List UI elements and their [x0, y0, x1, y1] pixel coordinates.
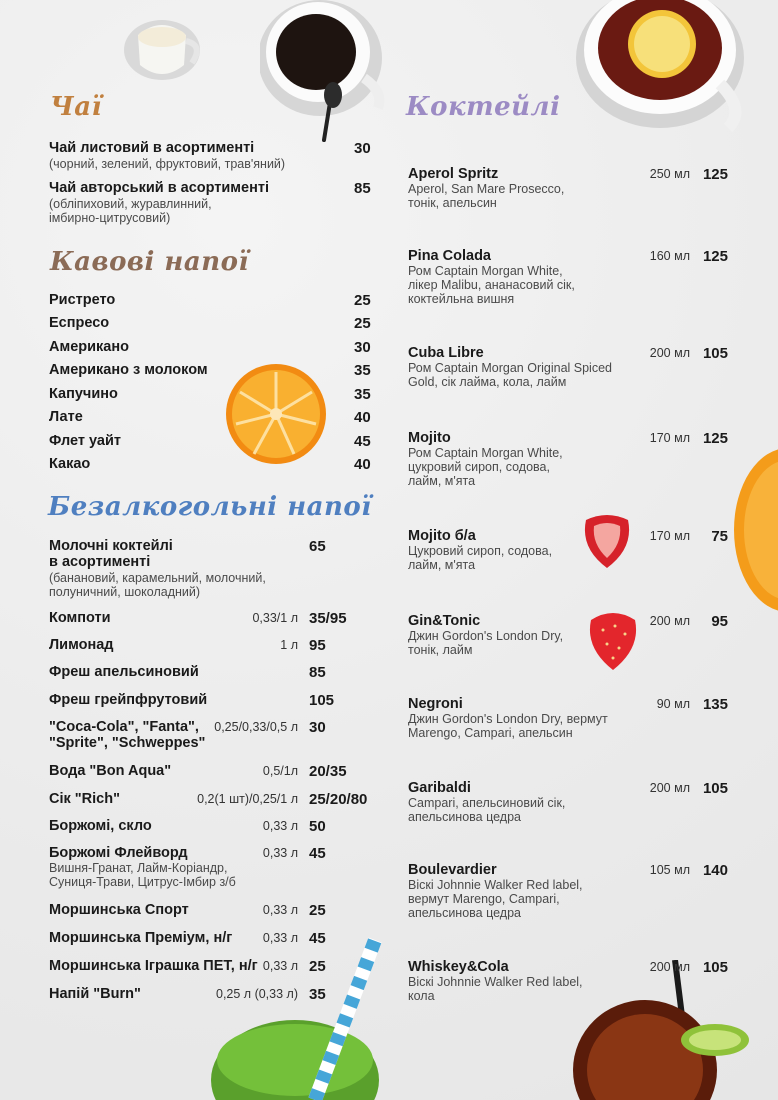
cocktail-item-desc: Aperol, San Mare Prosecco, — [408, 182, 565, 196]
cocktail-item-desc: лікер Malibu, ананасовий сік, — [408, 278, 575, 292]
soft-item-name: в асортименті — [49, 554, 151, 570]
soft-item-volume: 0,33 л — [262, 959, 298, 973]
soft-item-name: Молочні коктейлі — [49, 538, 173, 554]
soft-item-name: Моршинська Преміум, н/г — [49, 930, 233, 946]
orange-slice-image — [224, 362, 328, 466]
cocktail-item-volume: 170 мл — [649, 529, 690, 543]
soft-item-name: "Sprite", "Schweppes" — [49, 735, 206, 751]
cocktail-item-desc: лайм, м'ята — [408, 474, 476, 488]
cocktail-item-desc: Campari, апельсиновий сік, — [408, 796, 566, 810]
cocktail-item-name: Aperol Spritz — [408, 166, 499, 182]
coffee-item-price: 25 — [354, 292, 371, 309]
soft-item-name: Моршинська Спорт — [49, 902, 189, 918]
cocktail-item-price: 105 — [702, 780, 728, 797]
cocktail-item-volume: 250 мл — [649, 167, 690, 181]
cocktail-item-price: 75 — [711, 528, 728, 545]
coffee-item-name: Флет уайт — [49, 433, 121, 449]
cocktail-item-desc: апельсинова цедра — [408, 810, 521, 824]
soft-item-price: 85 — [309, 664, 326, 681]
cocktail-item-volume: 200 мл — [649, 346, 690, 360]
coffee-item-name: Еспресо — [49, 315, 110, 331]
cocktail-item-price: 135 — [702, 696, 728, 713]
coffee-item-name: Ристрето — [49, 292, 116, 308]
soft-item-volume: 0,25/0,33/0,5 л — [214, 720, 298, 734]
cocktail-item-desc: апельсинова цедра — [408, 906, 521, 920]
teas-title: Чаї — [50, 92, 102, 122]
soft-item-name: "Coca-Cola", "Fanta", — [49, 719, 199, 735]
coffee-item-price: 40 — [354, 456, 371, 473]
soft-item-volume: 0,33 л — [262, 931, 298, 945]
cocktail-item-desc: Marengo, Campari, апельсин — [408, 726, 573, 740]
soft-item-desc: Суниця-Трави, Цитрус-Імбир з/б — [49, 875, 236, 889]
soft-item-desc: полуничний, шоколадний) — [49, 585, 201, 599]
cocktail-item-name: Cuba Libre — [408, 345, 484, 361]
tea-item-price: 30 — [354, 140, 371, 157]
soft-item-name: Боржомі Флейворд — [49, 845, 188, 861]
coffee-item-price: 35 — [354, 362, 371, 379]
cola-glass-image — [565, 960, 778, 1100]
cocktail-item-volume: 200 мл — [649, 781, 690, 795]
soft-item-desc: Вишня-Гранат, Лайм-Коріандр, — [49, 861, 228, 875]
soft-item-name: Напій "Burn" — [49, 986, 141, 1002]
coffee-item-name: Американо з молоком — [49, 362, 208, 378]
cocktail-item-desc: лайм, м'ята — [408, 558, 476, 572]
cocktail-item-name: Negroni — [408, 696, 463, 712]
coffee-item-price: 40 — [354, 409, 371, 426]
tea-item-name: Чай авторський в асортименті — [49, 180, 269, 196]
soft-item-price: 95 — [309, 637, 326, 654]
tea-item-name: Чай листовий в асортименті — [49, 140, 255, 156]
cocktails-title: Коктейлі — [406, 92, 561, 122]
cocktail-item-desc: тонік, лайм — [408, 643, 473, 657]
cocktail-item-desc: Віскі Johnnie Walker Red label, — [408, 878, 583, 892]
soft-item-price: 105 — [309, 692, 335, 709]
soft-item-price: 25 — [309, 902, 326, 919]
tea-cup-image — [570, 0, 750, 140]
cocktail-item-volume: 170 мл — [649, 431, 690, 445]
soft-item-name: Компоти — [49, 610, 111, 626]
cocktail-item-desc: цукровий сироп, содова, — [408, 460, 550, 474]
cocktail-item-desc: тонік, апельсин — [408, 196, 497, 210]
cocktail-item-desc: Ром Captain Morgan White, — [408, 264, 563, 278]
soft-item-price: 25 — [309, 958, 326, 975]
soft-item-volume: 0,33 л — [262, 903, 298, 917]
soft-item-name: Сік "Rich" — [49, 791, 120, 807]
coffee-item-price: 30 — [354, 339, 371, 356]
cocktail-item-volume: 90 мл — [656, 697, 690, 711]
soft-item-name: Боржомі, скло — [49, 818, 152, 834]
soft-item-volume: 0,33/1 л — [252, 611, 298, 625]
cocktail-item-name: Pina Colada — [408, 248, 491, 264]
cocktail-item-name: Garibaldi — [408, 780, 471, 796]
coffee-item-price: 25 — [354, 315, 371, 332]
soft-item-price: 35 — [309, 986, 326, 1003]
cocktail-item-price: 95 — [711, 613, 728, 630]
soft-item-name: Лимонад — [49, 637, 114, 653]
cocktail-item-price: 140 — [702, 862, 728, 879]
cocktail-item-price: 125 — [702, 248, 728, 265]
coffee-item-name: Американо — [49, 339, 129, 355]
green-smoothie-image — [205, 930, 385, 1100]
cocktail-item-name: Mojito б/а — [408, 528, 476, 544]
cocktail-item-name: Gin&Tonic — [408, 613, 481, 629]
cocktail-item-desc: Віскі Johnnie Walker Red label, — [408, 975, 583, 989]
cocktail-item-name: Mojito — [408, 430, 451, 446]
soft-item-name: Фреш грейпфрутовий — [49, 692, 208, 708]
cocktail-item-desc: Джин Gordon's London Dry, вермут — [408, 712, 608, 726]
coffee-item-name: Лате — [49, 409, 83, 425]
coffee-item-name: Капучино — [49, 386, 118, 402]
cocktail-item-desc: Gold, сік лайма, кола, лайм — [408, 375, 567, 389]
cocktail-item-price: 125 — [702, 430, 728, 447]
cocktail-item-desc: Ром Captain Morgan White, — [408, 446, 563, 460]
soft-item-price: 25/20/80 — [309, 791, 368, 808]
cocktail-item-price: 125 — [702, 166, 728, 183]
coffee-item-price: 45 — [354, 433, 371, 450]
soft-item-price: 35/95 — [309, 610, 347, 627]
coffee-item-price: 35 — [354, 386, 371, 403]
cocktail-item-desc: вермут Marengo, Campari, — [408, 892, 560, 906]
coffee-cup-image — [260, 0, 390, 150]
soft-drinks-title: Безалкогольні напої — [48, 492, 372, 522]
soft-item-desc: (банановий, карамельний, молочний, — [49, 571, 266, 585]
soft-item-name: Фреш апельсиновий — [49, 664, 199, 680]
cocktail-item-desc: Ром Captain Morgan Original Spiced — [408, 361, 612, 375]
soft-item-volume: 0,2(1 шт)/0,25/1 л — [197, 792, 298, 806]
tea-item-desc: (обліпиховий, журавлинний, — [49, 197, 212, 211]
cocktail-item-price: 105 — [702, 345, 728, 362]
soft-item-name: Моршинська Іграшка ПЕТ, н/г — [49, 958, 258, 974]
milk-jug-image — [120, 5, 210, 85]
cocktail-item-name: Boulevardier — [408, 862, 497, 878]
soft-item-price: 45 — [309, 930, 326, 947]
tea-item-desc: імбирно-цитрусовий) — [49, 211, 171, 225]
cocktail-item-desc: коктейльна вишня — [408, 292, 515, 306]
orange-juice-image — [732, 440, 778, 620]
cocktail-item-price: 105 — [702, 959, 728, 976]
tea-item-desc: (чорний, зелений, фруктовий, трав'яний) — [49, 157, 286, 171]
tea-item-price: 85 — [354, 180, 371, 197]
coffee-title: Кавові напої — [50, 247, 249, 277]
soft-item-price: 50 — [309, 818, 326, 835]
soft-item-volume: 0,5/1л — [262, 764, 298, 778]
soft-item-price: 30 — [309, 719, 326, 736]
cocktail-item-desc: кола — [408, 989, 435, 1003]
cocktail-item-volume: 200 мл — [649, 614, 690, 628]
soft-item-price: 20/35 — [309, 763, 347, 780]
soft-item-name: Вода "Bon Aqua" — [49, 763, 172, 779]
cocktail-item-name: Whiskey&Cola — [408, 959, 509, 975]
soft-item-volume: 1 л — [280, 638, 298, 652]
cocktail-item-desc: Цукровий сироп, содова, — [408, 544, 553, 558]
soft-item-price: 65 — [309, 538, 326, 555]
cocktail-item-volume: 200 мл — [649, 960, 690, 974]
cocktail-item-volume: 160 мл — [649, 249, 690, 263]
cocktail-item-desc: Джин Gordon's London Dry, — [408, 629, 564, 643]
coffee-item-name: Какао — [49, 456, 91, 472]
soft-item-volume: 0,33 л — [262, 846, 298, 860]
soft-item-price: 45 — [309, 845, 326, 862]
soft-item-volume: 0,25 л (0,33 л) — [216, 987, 298, 1001]
soft-item-volume: 0,33 л — [262, 819, 298, 833]
cocktail-item-volume: 105 мл — [649, 863, 690, 877]
